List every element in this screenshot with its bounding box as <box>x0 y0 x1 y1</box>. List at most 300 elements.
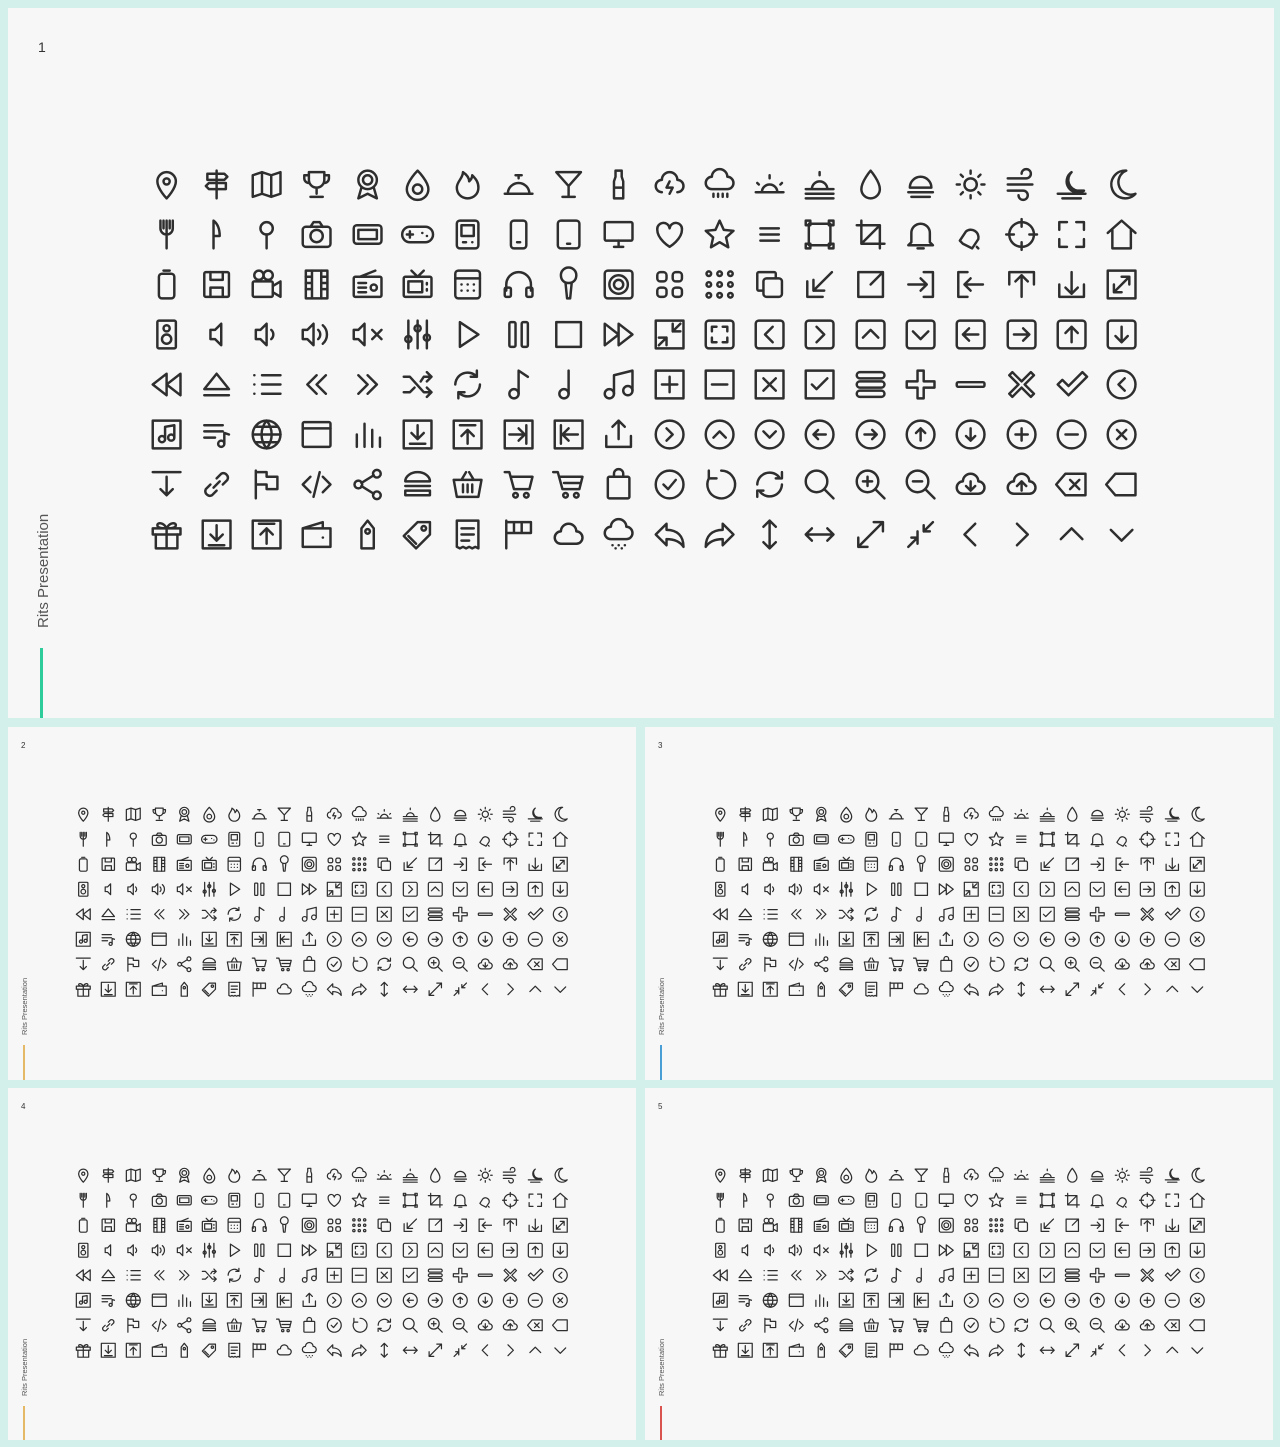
receipt-icon <box>859 1338 884 1363</box>
reply-icon <box>959 1338 984 1363</box>
collapse-box-icon <box>322 1238 347 1263</box>
basket-icon <box>222 952 247 977</box>
food-cloche-icon <box>493 159 543 209</box>
chevron-down-box-icon <box>1085 877 1110 902</box>
upload-tray-box-icon <box>859 1288 884 1313</box>
bottle-icon <box>297 802 322 827</box>
gamepad-icon <box>834 1188 859 1213</box>
upload-arrow-icon <box>498 852 523 877</box>
chevron-down-icon <box>548 1338 573 1363</box>
tag-shape-icon <box>1185 952 1210 977</box>
list-icon <box>121 902 146 927</box>
slide-2-thumbnail[interactable] <box>8 727 636 1080</box>
tv-icon <box>392 259 442 309</box>
shuffle-icon <box>834 1263 859 1288</box>
cloud-download-icon <box>1110 952 1135 977</box>
minus-box-icon <box>984 1263 1009 1288</box>
download-arrow-icon <box>1160 1213 1185 1238</box>
volume-high-icon <box>146 877 171 902</box>
film-strip-icon <box>146 1213 171 1238</box>
crescent-moon-icon <box>548 1163 573 1188</box>
speaker-box-icon <box>708 1238 733 1263</box>
smartphone-icon <box>247 827 272 852</box>
plus-icon <box>1085 902 1110 927</box>
heart-icon <box>644 209 694 259</box>
chevron-left-icon <box>946 509 996 559</box>
double-chevron-right-icon <box>171 1263 196 1288</box>
pause-icon <box>884 1238 909 1263</box>
sun-icon <box>473 1163 498 1188</box>
grid-four-icon <box>959 852 984 877</box>
label-tag-icon <box>392 509 442 559</box>
sunset-icon <box>397 1163 422 1188</box>
arrow-down-circle-icon <box>1110 1288 1135 1313</box>
label-tag-icon <box>834 977 859 1002</box>
eject-icon <box>733 1263 758 1288</box>
volume-off-icon <box>191 309 241 359</box>
bounding-box-icon <box>1034 827 1059 852</box>
zoom-out-icon <box>1085 952 1110 977</box>
music-note-icon <box>247 1263 272 1288</box>
arrow-up-box-icon <box>1160 877 1185 902</box>
download-arrow-icon <box>523 852 548 877</box>
grid-four-icon <box>959 1213 984 1238</box>
arrow-down-circle-icon <box>473 1288 498 1313</box>
collapse-box-icon <box>959 1238 984 1263</box>
wind-icon <box>498 1163 523 1188</box>
cocktail-glass-icon <box>272 1163 297 1188</box>
wind-icon <box>498 802 523 827</box>
speaker-disc-icon <box>594 259 644 309</box>
zoom-in-icon <box>422 952 447 977</box>
camera-icon <box>146 1188 171 1213</box>
chevron-up-icon <box>1046 509 1096 559</box>
chevron-down-icon <box>548 977 573 1002</box>
presentation-title: Rits Presentation <box>20 1338 29 1396</box>
chevron-right-icon <box>996 509 1046 559</box>
volume-off-icon <box>96 1238 121 1263</box>
login-icon <box>448 852 473 877</box>
shopping-bag-icon <box>594 459 644 509</box>
volume-low-icon <box>758 877 783 902</box>
copy-icon <box>1009 1213 1034 1238</box>
accent-bar <box>660 1406 662 1440</box>
shopping-bag-icon <box>934 952 959 977</box>
chevron-down-circle-icon <box>1009 1288 1034 1313</box>
burger-icon <box>197 952 222 977</box>
smartphone-icon <box>884 1188 909 1213</box>
chevron-left-circle-icon <box>1097 359 1147 409</box>
chevron-up-box-icon <box>845 309 895 359</box>
horizontal-arrows-icon <box>397 977 422 1002</box>
forward-icon <box>347 977 372 1002</box>
speaker-box-icon <box>141 309 191 359</box>
minus-icon <box>473 1263 498 1288</box>
gamepad-icon <box>197 827 222 852</box>
browser-window-icon <box>783 927 808 952</box>
equalizer-icon <box>197 877 222 902</box>
icon-grid <box>71 802 573 1002</box>
floppy-disk-icon <box>96 1213 121 1238</box>
plus-box-icon <box>644 359 694 409</box>
food-cloche-icon <box>247 802 272 827</box>
drop-icon <box>845 159 895 209</box>
price-tag-icon <box>808 977 833 1002</box>
download-tray-icon <box>708 952 733 977</box>
bell-icon <box>448 1188 473 1213</box>
gamepad-icon <box>197 1188 222 1213</box>
drop-icon <box>1059 802 1084 827</box>
chevron-up-box-icon <box>422 1238 447 1263</box>
horizontal-arrows-icon <box>397 1338 422 1363</box>
share-nodes-icon <box>808 952 833 977</box>
volume-high-icon <box>783 1238 808 1263</box>
arrow-right-box-icon <box>1135 1238 1160 1263</box>
cloud-snow-icon <box>934 1338 959 1363</box>
sync-icon <box>372 952 397 977</box>
download-box-icon <box>191 509 241 559</box>
close-circle-icon <box>548 1288 573 1313</box>
map-icon <box>121 802 146 827</box>
playlist-icon <box>191 409 241 459</box>
battery-icon <box>71 1213 96 1238</box>
sync-icon <box>1009 952 1034 977</box>
sunset-icon <box>1034 802 1059 827</box>
playlist-icon <box>733 927 758 952</box>
double-note-icon <box>594 359 644 409</box>
bounding-box-icon <box>795 209 845 259</box>
music-album-icon <box>708 927 733 952</box>
label-tag-icon <box>197 977 222 1002</box>
double-chevron-left-icon <box>146 902 171 927</box>
plus-icon <box>1085 1263 1110 1288</box>
film-strip-icon <box>292 259 342 309</box>
chevron-down-circle-icon <box>1009 927 1034 952</box>
bar-chart-icon <box>808 927 833 952</box>
login-icon <box>895 259 945 309</box>
code-icon <box>146 952 171 977</box>
flag-icon <box>121 1313 146 1338</box>
music-album-icon <box>708 1288 733 1313</box>
link-icon <box>96 1313 121 1338</box>
icon-grid <box>708 802 1210 1002</box>
volume-low-icon <box>242 309 292 359</box>
water-drop-ring-icon <box>834 802 859 827</box>
chevron-left-box-icon <box>372 877 397 902</box>
bottle-icon <box>934 1163 959 1188</box>
chevron-up-box-icon <box>1059 877 1084 902</box>
fullscreen-corners-icon <box>523 1188 548 1213</box>
minus-circle-icon <box>1046 409 1096 459</box>
stack-icon <box>422 902 447 927</box>
slide-number: 1 <box>38 39 46 55</box>
double-chevron-right-icon <box>171 902 196 927</box>
tag-shape-icon <box>548 952 573 977</box>
chevron-left-box-icon <box>745 309 795 359</box>
zoom-out-icon <box>1085 1313 1110 1338</box>
sunset-icon <box>397 802 422 827</box>
arrow-down-left-box-icon <box>1034 852 1059 877</box>
minus-box-icon <box>347 902 372 927</box>
music-note-icon <box>247 902 272 927</box>
presentation-title: Rits Presentation <box>20 977 29 1035</box>
shuffle-icon <box>392 359 442 409</box>
expand-diagonal-icon <box>422 977 447 1002</box>
reply-icon <box>959 977 984 1002</box>
basket-icon <box>443 459 493 509</box>
volume-high-icon <box>292 309 342 359</box>
arrow-down-box-icon <box>1097 309 1147 359</box>
gift-icon <box>141 509 191 559</box>
chevron-up-icon <box>1160 1338 1185 1363</box>
handheld-console-icon <box>443 209 493 259</box>
bar-chart-icon <box>808 1288 833 1313</box>
half-note-icon <box>909 902 934 927</box>
cloud-upload-icon <box>498 1313 523 1338</box>
cart-icon <box>247 1313 272 1338</box>
gift-icon <box>708 977 733 1002</box>
chevron-up-icon <box>523 1338 548 1363</box>
sync-icon <box>372 1313 397 1338</box>
pause-icon <box>884 877 909 902</box>
chevron-down-box-icon <box>448 1238 473 1263</box>
download-tray-box-icon <box>197 927 222 952</box>
play-icon <box>222 877 247 902</box>
basket-icon <box>859 1313 884 1338</box>
gamepad-icon <box>392 209 442 259</box>
presentation-title: Rits Presentation <box>657 1338 666 1396</box>
expand-box-icon <box>548 852 573 877</box>
speaker-box-icon <box>708 877 733 902</box>
zoom-in-icon <box>1059 1313 1084 1338</box>
play-icon <box>859 877 884 902</box>
slide-4-thumbnail[interactable] <box>8 1088 636 1440</box>
gift-icon <box>71 1338 96 1363</box>
camera-icon <box>783 827 808 852</box>
rotate-icon <box>984 1313 1009 1338</box>
link-icon <box>191 459 241 509</box>
half-note-icon <box>272 902 297 927</box>
browser-window-icon <box>292 409 342 459</box>
star-icon <box>347 827 372 852</box>
plus-circle-icon <box>498 1288 523 1313</box>
knife-icon <box>733 1188 758 1213</box>
globe-icon <box>758 1288 783 1313</box>
sign-in-box-icon <box>493 409 543 459</box>
close-box-icon <box>1009 1263 1034 1288</box>
receipt-icon <box>443 509 493 559</box>
rewind-icon <box>708 1263 733 1288</box>
speaker-disc-icon <box>297 852 322 877</box>
rewind-icon <box>708 902 733 927</box>
chevron-up-icon <box>523 977 548 1002</box>
monitor-icon <box>594 209 644 259</box>
double-chevron-left-icon <box>783 902 808 927</box>
zoom-in-icon <box>1059 952 1084 977</box>
tv-icon <box>197 852 222 877</box>
equalizer-icon <box>392 309 442 359</box>
plus-icon <box>448 1263 473 1288</box>
refresh-icon <box>859 1263 884 1288</box>
arrow-left-circle-icon <box>397 927 422 952</box>
arrow-up-box-icon <box>523 1238 548 1263</box>
double-note-icon <box>934 902 959 927</box>
crop-icon <box>1059 827 1084 852</box>
tablet-icon <box>909 827 934 852</box>
globe-icon <box>121 1288 146 1313</box>
calculator-icon <box>859 852 884 877</box>
logout-icon <box>946 259 996 309</box>
crop-icon <box>422 1188 447 1213</box>
basket-icon <box>859 952 884 977</box>
shopping-bag-icon <box>297 952 322 977</box>
home-icon <box>1097 209 1147 259</box>
arrow-down-left-box-icon <box>795 259 845 309</box>
grid-nine-icon <box>347 852 372 877</box>
projector-icon <box>342 209 392 259</box>
shopping-bag-icon <box>297 1313 322 1338</box>
bell-tilted-icon <box>946 209 996 259</box>
home-icon <box>548 1188 573 1213</box>
chevron-right-circle-icon <box>959 1288 984 1313</box>
receipt-icon <box>222 1338 247 1363</box>
slide-3-thumbnail[interactable] <box>645 727 1273 1080</box>
double-note-icon <box>297 1263 322 1288</box>
chevron-up-circle-icon <box>984 927 1009 952</box>
battery-icon <box>708 1213 733 1238</box>
share-nodes-icon <box>171 1313 196 1338</box>
map-icon <box>242 159 292 209</box>
vertical-arrows-icon <box>1009 1338 1034 1363</box>
bell-tilted-icon <box>473 1188 498 1213</box>
music-note-icon <box>884 902 909 927</box>
plus-icon <box>895 359 945 409</box>
close-icon <box>498 902 523 927</box>
sun-horizon-icon <box>448 802 473 827</box>
volume-low-icon <box>121 877 146 902</box>
plus-circle-icon <box>996 409 1046 459</box>
cocktail-glass-icon <box>909 1163 934 1188</box>
chevron-down-box-icon <box>895 309 945 359</box>
grid-four-icon <box>322 1213 347 1238</box>
upload-box-icon <box>121 977 146 1002</box>
handheld-console-icon <box>859 827 884 852</box>
smartphone-icon <box>884 827 909 852</box>
pin-icon <box>121 827 146 852</box>
arrow-left-circle-icon <box>795 409 845 459</box>
crosshair-icon <box>1135 1188 1160 1213</box>
mute-icon <box>171 1238 196 1263</box>
arrow-down-box-icon <box>548 877 573 902</box>
minus-icon <box>1110 902 1135 927</box>
microphone-icon <box>909 852 934 877</box>
upload-box-icon <box>758 977 783 1002</box>
microphone-icon <box>543 259 593 309</box>
forward-icon <box>984 977 1009 1002</box>
chevron-left-icon <box>1110 977 1135 1002</box>
check-circle-icon <box>959 952 984 977</box>
eject-icon <box>96 902 121 927</box>
accent-bar <box>23 1045 25 1080</box>
grid-nine-icon <box>984 1213 1009 1238</box>
sync-icon <box>1009 1313 1034 1338</box>
arrow-right-box-icon <box>996 309 1046 359</box>
tag-shape-icon <box>548 1313 573 1338</box>
cocktail-glass-icon <box>543 159 593 209</box>
cloud-upload-icon <box>1135 952 1160 977</box>
chevron-left-icon <box>473 1338 498 1363</box>
sunset-icon <box>795 159 845 209</box>
link-icon <box>733 1313 758 1338</box>
accent-bar <box>40 648 43 718</box>
arrow-right-circle-icon <box>1059 1288 1084 1313</box>
bell-tilted-icon <box>1110 827 1135 852</box>
arrow-right-box-icon <box>498 1238 523 1263</box>
moon-horizon-icon <box>1160 802 1185 827</box>
knife-icon <box>96 1188 121 1213</box>
arrow-left-box-icon <box>473 1238 498 1263</box>
chevron-right-box-icon <box>795 309 845 359</box>
close-circle-icon <box>1185 1288 1210 1313</box>
price-tag-icon <box>171 977 196 1002</box>
video-camera-icon <box>758 852 783 877</box>
chevron-left-box-icon <box>372 1238 397 1263</box>
double-chevron-right-icon <box>808 1263 833 1288</box>
chevron-down-circle-icon <box>372 927 397 952</box>
moon-horizon-icon <box>1160 1163 1185 1188</box>
slide-5-thumbnail[interactable] <box>645 1088 1273 1440</box>
knife-icon <box>733 827 758 852</box>
battery-icon <box>708 852 733 877</box>
arrow-left-circle-icon <box>1034 927 1059 952</box>
monitor-icon <box>297 827 322 852</box>
drop-icon <box>1059 1163 1084 1188</box>
pin-icon <box>242 209 292 259</box>
download-tray-box-icon <box>197 1288 222 1313</box>
location-pin-icon <box>708 802 733 827</box>
cloud-lightning-icon <box>322 1163 347 1188</box>
cloud-upload-icon <box>498 952 523 977</box>
upload-arrow-icon <box>996 259 1046 309</box>
video-camera-icon <box>121 1213 146 1238</box>
speaker-disc-icon <box>297 1213 322 1238</box>
slide-1-thumbnail[interactable] <box>8 8 1274 718</box>
wallet-icon <box>146 1338 171 1363</box>
chevron-right-icon <box>1135 1338 1160 1363</box>
gift-icon <box>708 1338 733 1363</box>
sunrise-icon <box>745 159 795 209</box>
minus-box-icon <box>694 359 744 409</box>
moon-horizon-icon <box>523 1163 548 1188</box>
globe-icon <box>121 927 146 952</box>
collapse-diagonal-icon <box>448 977 473 1002</box>
rotate-icon <box>984 952 1009 977</box>
tag-shape-icon <box>1185 1313 1210 1338</box>
slide-number: 3 <box>658 741 663 750</box>
check-box-icon <box>397 1263 422 1288</box>
pause-icon <box>493 309 543 359</box>
grid-nine-icon <box>347 1213 372 1238</box>
minus-box-icon <box>347 1263 372 1288</box>
arrow-down-box-icon <box>548 1238 573 1263</box>
refresh-icon <box>222 1263 247 1288</box>
sign-in-box-icon <box>884 927 909 952</box>
camera-icon <box>292 209 342 259</box>
grid-four-icon <box>644 259 694 309</box>
chevron-right-circle-icon <box>644 409 694 459</box>
arrow-down-left-box-icon <box>397 852 422 877</box>
external-link-icon <box>845 259 895 309</box>
